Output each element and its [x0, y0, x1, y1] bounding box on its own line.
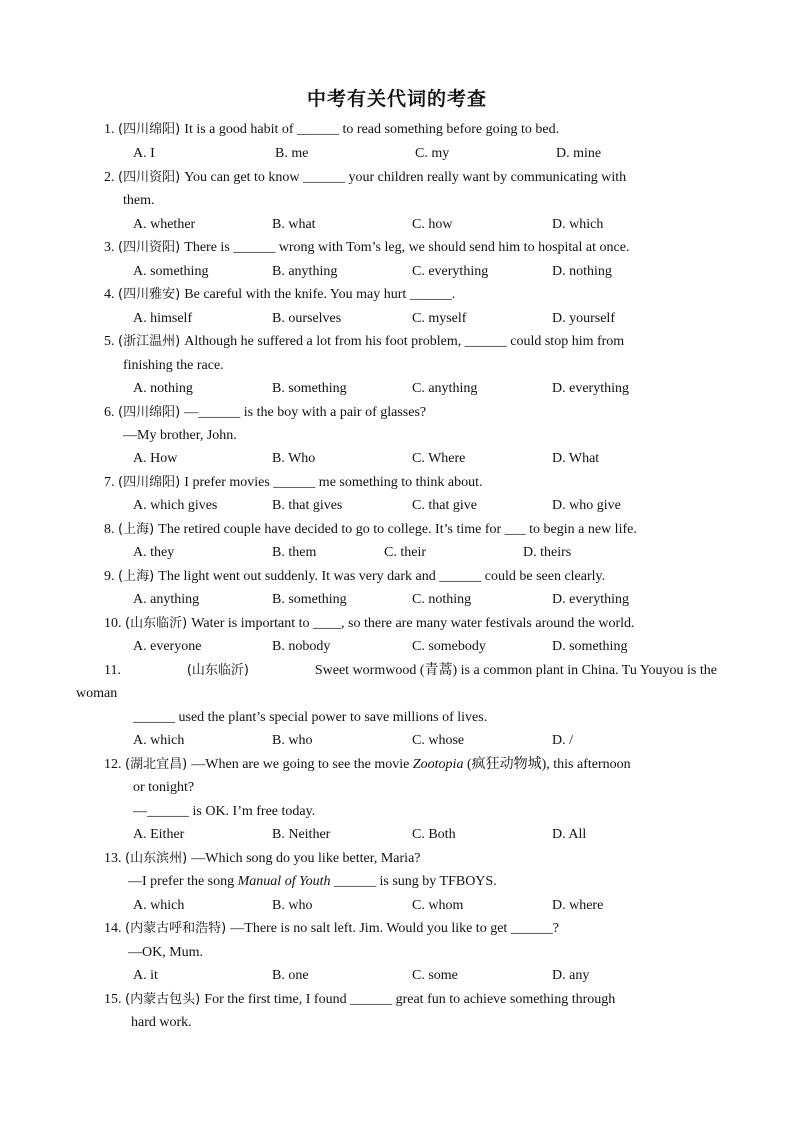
- option-c: C. everything: [412, 264, 489, 279]
- question-source: (浙江温州): [118, 334, 185, 349]
- option-d: D. something: [552, 639, 628, 654]
- option-d: D. where: [552, 898, 604, 913]
- option-c: C. how: [412, 217, 453, 232]
- question-3: [104, 239, 629, 257]
- question-text-continued: finishing the race.: [123, 358, 224, 373]
- question-number: 13.: [104, 851, 125, 866]
- movie-title: Zootopia: [412, 757, 464, 772]
- question-8: [104, 521, 637, 539]
- option-c: C. Both: [412, 827, 456, 842]
- option-d: D. who give: [552, 498, 621, 513]
- question-number: 14.: [104, 921, 125, 936]
- option-a: A. they: [133, 545, 175, 560]
- option-a: A. nothing: [133, 381, 193, 396]
- option-c: C. Where: [412, 451, 466, 466]
- option-a: A. which: [133, 733, 185, 748]
- option-c: C. some: [412, 968, 458, 983]
- question-number: 4.: [104, 287, 118, 302]
- question-text-continued: ______ used the plant’s special power to save millions of lives.: [133, 710, 488, 725]
- option-b: B. something: [272, 592, 347, 607]
- question-text: —When are we going to see the movie: [191, 757, 413, 772]
- question-6: [104, 404, 426, 422]
- reply-text: ______ is sung by TFBOYS.: [330, 874, 497, 889]
- question-text: —There is no salt left. Jim. Would you like to get ______?: [230, 921, 560, 936]
- question-source: (山东临沂): [186, 663, 249, 678]
- question-text-continued: or tonight?: [133, 780, 195, 795]
- option-d: D. theirs: [523, 545, 572, 560]
- question-text: It is a good habit of ______ to read something before going to bed.: [184, 122, 560, 137]
- option-a: A. it: [133, 968, 158, 983]
- option-b: B. one: [272, 968, 309, 983]
- question-source: (湖北宜昌): [125, 757, 192, 772]
- option-d: D. any: [552, 968, 590, 983]
- question-source: (四川资阳): [118, 170, 185, 185]
- question-number: 12.: [104, 757, 125, 772]
- option-a: A. everyone: [133, 639, 202, 654]
- question-number: 9.: [104, 569, 118, 584]
- option-d: D. which: [552, 217, 604, 232]
- question-source: (内蒙古包头): [125, 992, 205, 1007]
- question-text: You can get to know ______ your children really want by communicating with: [184, 170, 627, 185]
- question-source: (四川绵阳): [118, 405, 185, 420]
- dialogue-reply: —OK, Mum.: [128, 945, 204, 960]
- dialogue-reply: [128, 873, 497, 891]
- option-b: B. that gives: [272, 498, 343, 513]
- question-9: [104, 568, 605, 586]
- option-b: B. what: [272, 217, 316, 232]
- question-12: [104, 756, 631, 774]
- reply-text: —I prefer the song: [128, 874, 238, 889]
- question-text-continued: hard work.: [131, 1015, 192, 1030]
- question-11: [104, 662, 717, 680]
- option-a: A. himself: [133, 311, 193, 326]
- option-c: C. nothing: [412, 592, 472, 607]
- question-text: Although he suffered a lot from his foot problem, ______ could stop him from: [184, 334, 625, 349]
- option-a: A. which: [133, 898, 185, 913]
- question-number: 7.: [104, 475, 118, 490]
- question-1: [104, 121, 559, 139]
- option-d: D. yourself: [552, 311, 615, 326]
- option-b: B. who: [272, 733, 313, 748]
- question-text: (疯狂动物城), this afternoon: [463, 757, 631, 772]
- question-source: (山东滨州): [125, 851, 192, 866]
- option-b: B. Who: [272, 451, 316, 466]
- question-number: 2.: [104, 170, 118, 185]
- option-d: D. What: [552, 451, 600, 466]
- question-2: [104, 169, 626, 187]
- question-text: —______ is the boy with a pair of glasses?: [184, 405, 427, 420]
- option-a: A. How: [133, 451, 178, 466]
- question-text: Be careful with the knife. You may hurt ______.: [184, 287, 456, 302]
- dialogue-reply: —My brother, John.: [123, 428, 237, 443]
- question-4: [104, 286, 455, 304]
- option-c: C. whom: [412, 898, 464, 913]
- song-title: Manual of Youth: [237, 874, 331, 889]
- question-14: [104, 920, 559, 938]
- option-d: D. mine: [556, 146, 602, 161]
- option-c: C. that give: [412, 498, 477, 513]
- option-b: B. me: [275, 146, 309, 161]
- question-source: (上海): [118, 522, 159, 537]
- option-a: A. I: [133, 146, 155, 161]
- option-d: D. All: [552, 827, 587, 842]
- question-text: Sweet wormwood (青蒿) is a common plant in China. Tu Youyou is the: [314, 663, 717, 678]
- question-source: (上海): [118, 569, 159, 584]
- question-number: 8.: [104, 522, 118, 537]
- option-b: B. ourselves: [272, 311, 342, 326]
- question-source: (四川雅安): [118, 287, 185, 302]
- option-a: A. something: [133, 264, 209, 279]
- option-c: C. myself: [412, 311, 467, 326]
- question-15: [104, 991, 615, 1009]
- dialogue-reply: —______ is OK. I’m free today.: [133, 804, 316, 819]
- question-number: 3.: [104, 240, 118, 255]
- option-d: D. everything: [552, 381, 629, 396]
- question-number: 11.: [104, 663, 121, 678]
- option-a: A. anything: [133, 592, 200, 607]
- question-text: I prefer movies ______ me something to think about.: [184, 475, 483, 490]
- question-13: [104, 850, 421, 868]
- question-7: [104, 474, 483, 492]
- option-b: B. something: [272, 381, 347, 396]
- question-source: (四川绵阳): [118, 475, 185, 490]
- option-d: D. /: [552, 733, 573, 748]
- option-c: C. my: [415, 146, 450, 161]
- option-a: A. which gives: [133, 498, 218, 513]
- option-c: C. their: [384, 545, 426, 560]
- question-text: For the first time, I found ______ great fun to achieve something through: [204, 992, 616, 1007]
- question-source: (山东临沂): [125, 616, 192, 631]
- option-b: B. nobody: [272, 639, 331, 654]
- question-text: There is ______ wrong with Tom’s leg, we should send him to hospital at once.: [184, 240, 630, 255]
- question-10: [104, 615, 635, 633]
- option-a: A. Either: [133, 827, 185, 842]
- question-source: (内蒙古呼和浩特): [125, 921, 231, 936]
- option-c: C. whose: [412, 733, 465, 748]
- question-number: 5.: [104, 334, 118, 349]
- option-c: C. anything: [412, 381, 478, 396]
- page-title: 中考有关代词的考查: [306, 88, 487, 110]
- option-b: B. Neither: [272, 827, 331, 842]
- question-number: 10.: [104, 616, 125, 631]
- option-a: A. whether: [133, 217, 196, 232]
- option-b: B. anything: [272, 264, 338, 279]
- question-text: —Which song do you like better, Maria?: [191, 851, 421, 866]
- question-text: Water is important to ____, so there are many water festivals around the world.: [191, 616, 635, 631]
- question-text-continued: woman: [76, 686, 118, 701]
- option-c: C. somebody: [412, 639, 486, 654]
- question-number: 15.: [104, 992, 125, 1007]
- question-text: The light went out suddenly. It was very dark and ______ could be seen clearly.: [158, 569, 606, 584]
- question-number: 1.: [104, 122, 118, 137]
- question-text-continued: them.: [123, 193, 155, 208]
- question-number: 6.: [104, 405, 118, 420]
- option-b: B. them: [272, 545, 317, 560]
- question-text: The retired couple have decided to go to college. It’s time for ___ to begin a new life.: [158, 522, 637, 537]
- question-source: (四川资阳): [118, 240, 185, 255]
- option-d: D. everything: [552, 592, 629, 607]
- question-5: [104, 333, 624, 351]
- question-source: (四川绵阳): [118, 122, 185, 137]
- option-d: D. nothing: [552, 264, 612, 279]
- option-b: B. who: [272, 898, 313, 913]
